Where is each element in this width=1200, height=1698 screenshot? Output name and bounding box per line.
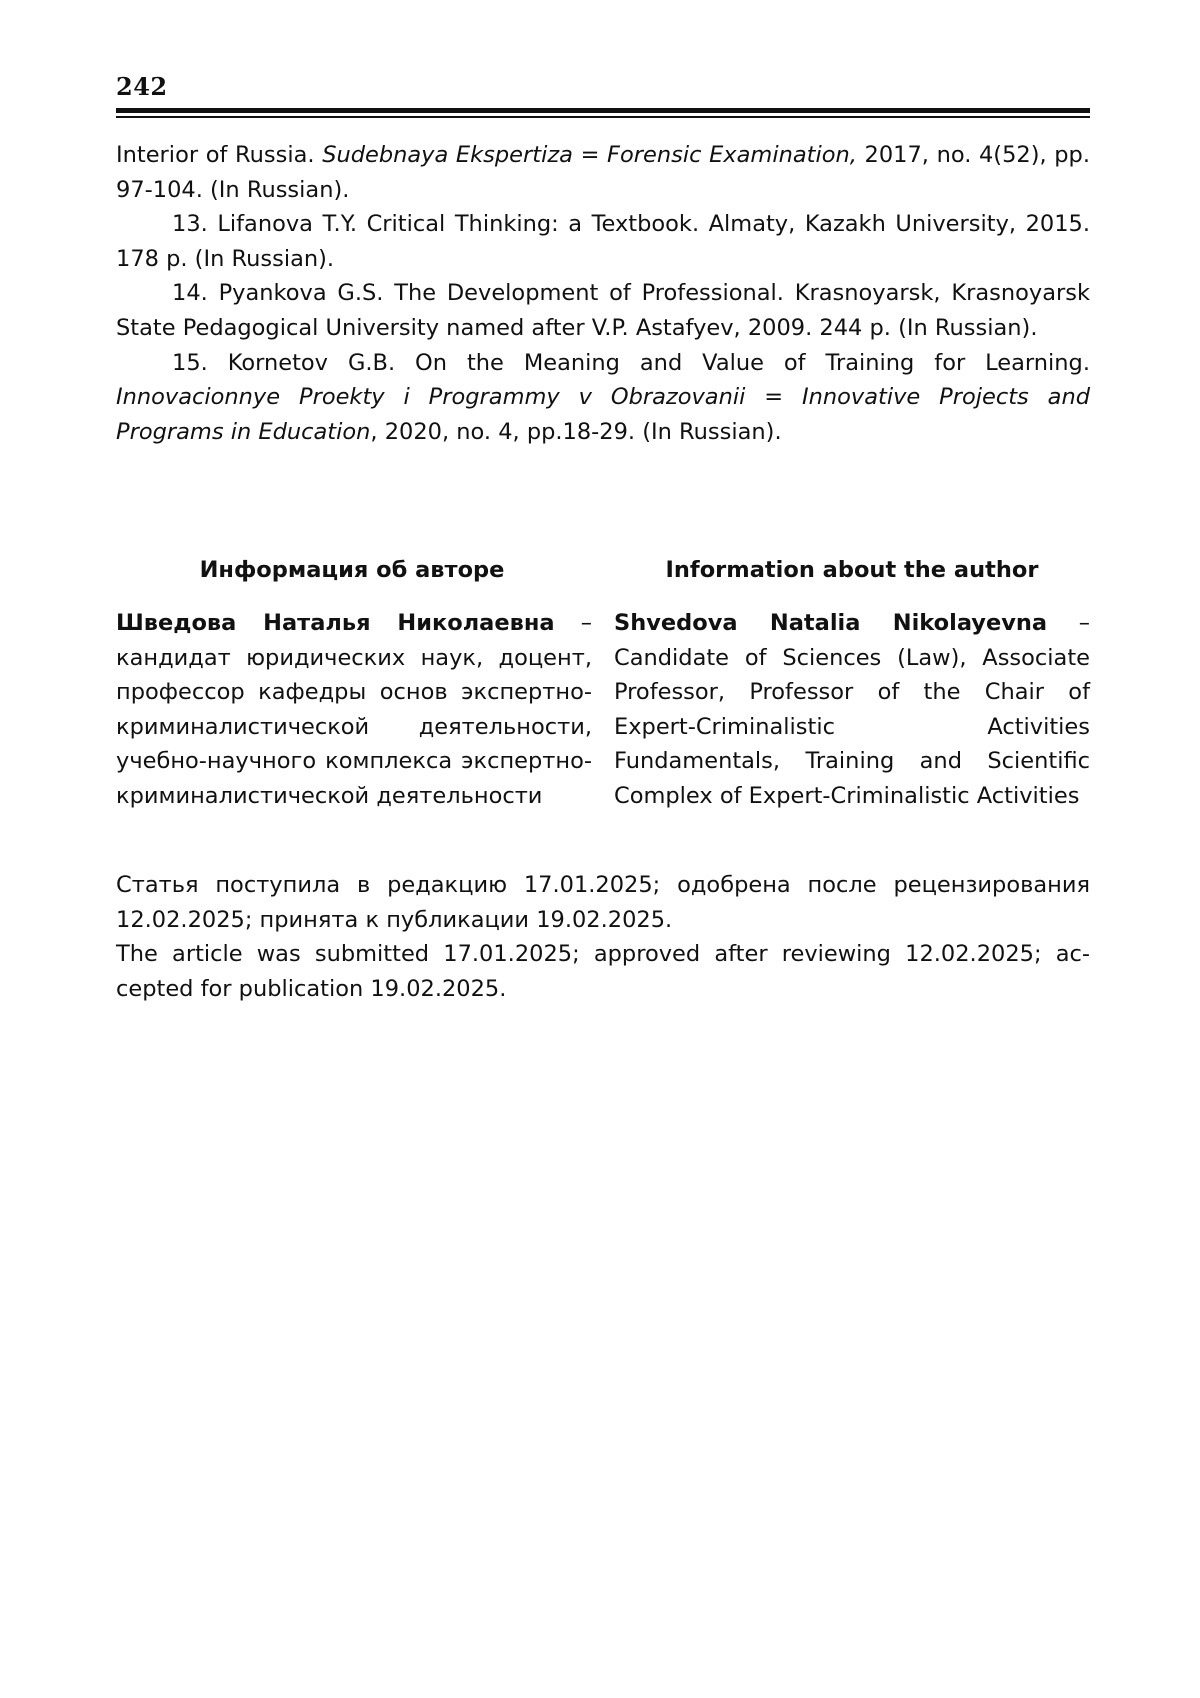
author-heading-en: Information about the author	[665, 557, 1039, 583]
author-name-ru: Шведова Наталья Николаевна	[116, 610, 555, 636]
reference-text: Interior of Russia.	[116, 142, 323, 168]
author-info-en	[614, 606, 1090, 814]
page-number: 242	[116, 72, 168, 101]
reference-text: 15. Kornetov G.B. On the Meaning and Value of Training for Learning.	[172, 349, 1090, 376]
author-heading-ru: Информация об авторе	[199, 557, 505, 583]
reference-continuation	[116, 138, 1090, 207]
article-dates	[116, 868, 1090, 1006]
reference-list	[116, 138, 1090, 449]
author-name-en: Shvedova Natalia Nikolayevna	[614, 610, 1048, 636]
journal-title: Sudebnaya Ekspertiza = Forensic Examination,	[322, 142, 857, 168]
author-description-ru: – кандидат юридических наук, доцент, профессор кафедры основ экспертно-криминалистической деятельности,	[116, 610, 593, 740]
article-dates-ru: Статья поступила в редакцию 17.01.2025; одобрена после рецензирования 12.02.2025; принята к публикации 19.02.2025.	[116, 872, 1090, 933]
author-info-ru	[116, 606, 592, 814]
reference-13: 13. Lifanova T.Y. Critical Thinking: a Textbook. Almaty, Kazakh University, 2015. 178 p. (In Russian).	[116, 211, 1090, 272]
reference-text: 2017, no. 4(52), pp. 97-104. (In Russian).	[116, 142, 1090, 203]
header-rule-thin	[116, 116, 1090, 118]
reference-text: , 2020, no. 4, pp.18-29. (In Russian).	[370, 418, 782, 445]
author-description-en: – Candidate of Sciences (Law), Associate Professor, Professor of the Chair of Expert-Criminalistic Activities Fundamentals, Training and Scientific Complex of Expert-Criminalistic Activities	[614, 610, 1090, 809]
author-description-ru-end: учебно-научного комплекса экспертно-криминалистической деятельности	[116, 748, 592, 809]
reference-15	[116, 346, 1090, 450]
article-dates-en: The article was submitted 17.01.2025; approved after reviewing 12.02.2025; ac-cepted for publication 19.02.2025.	[116, 941, 1090, 1002]
header-rule-thick	[116, 108, 1090, 113]
journal-title: Innovacionnye Proekty i Programmy v Obrazovanii = Innovative Projects and Programs in Education	[116, 384, 1090, 445]
reference-14: 14. Pyankova G.S. The Development of Professional. Krasnoyarsk, Krasnoyarsk State Pedagogical University named after V.P. Astafyev, 2009. 244 p. (In Russian).	[116, 280, 1090, 341]
